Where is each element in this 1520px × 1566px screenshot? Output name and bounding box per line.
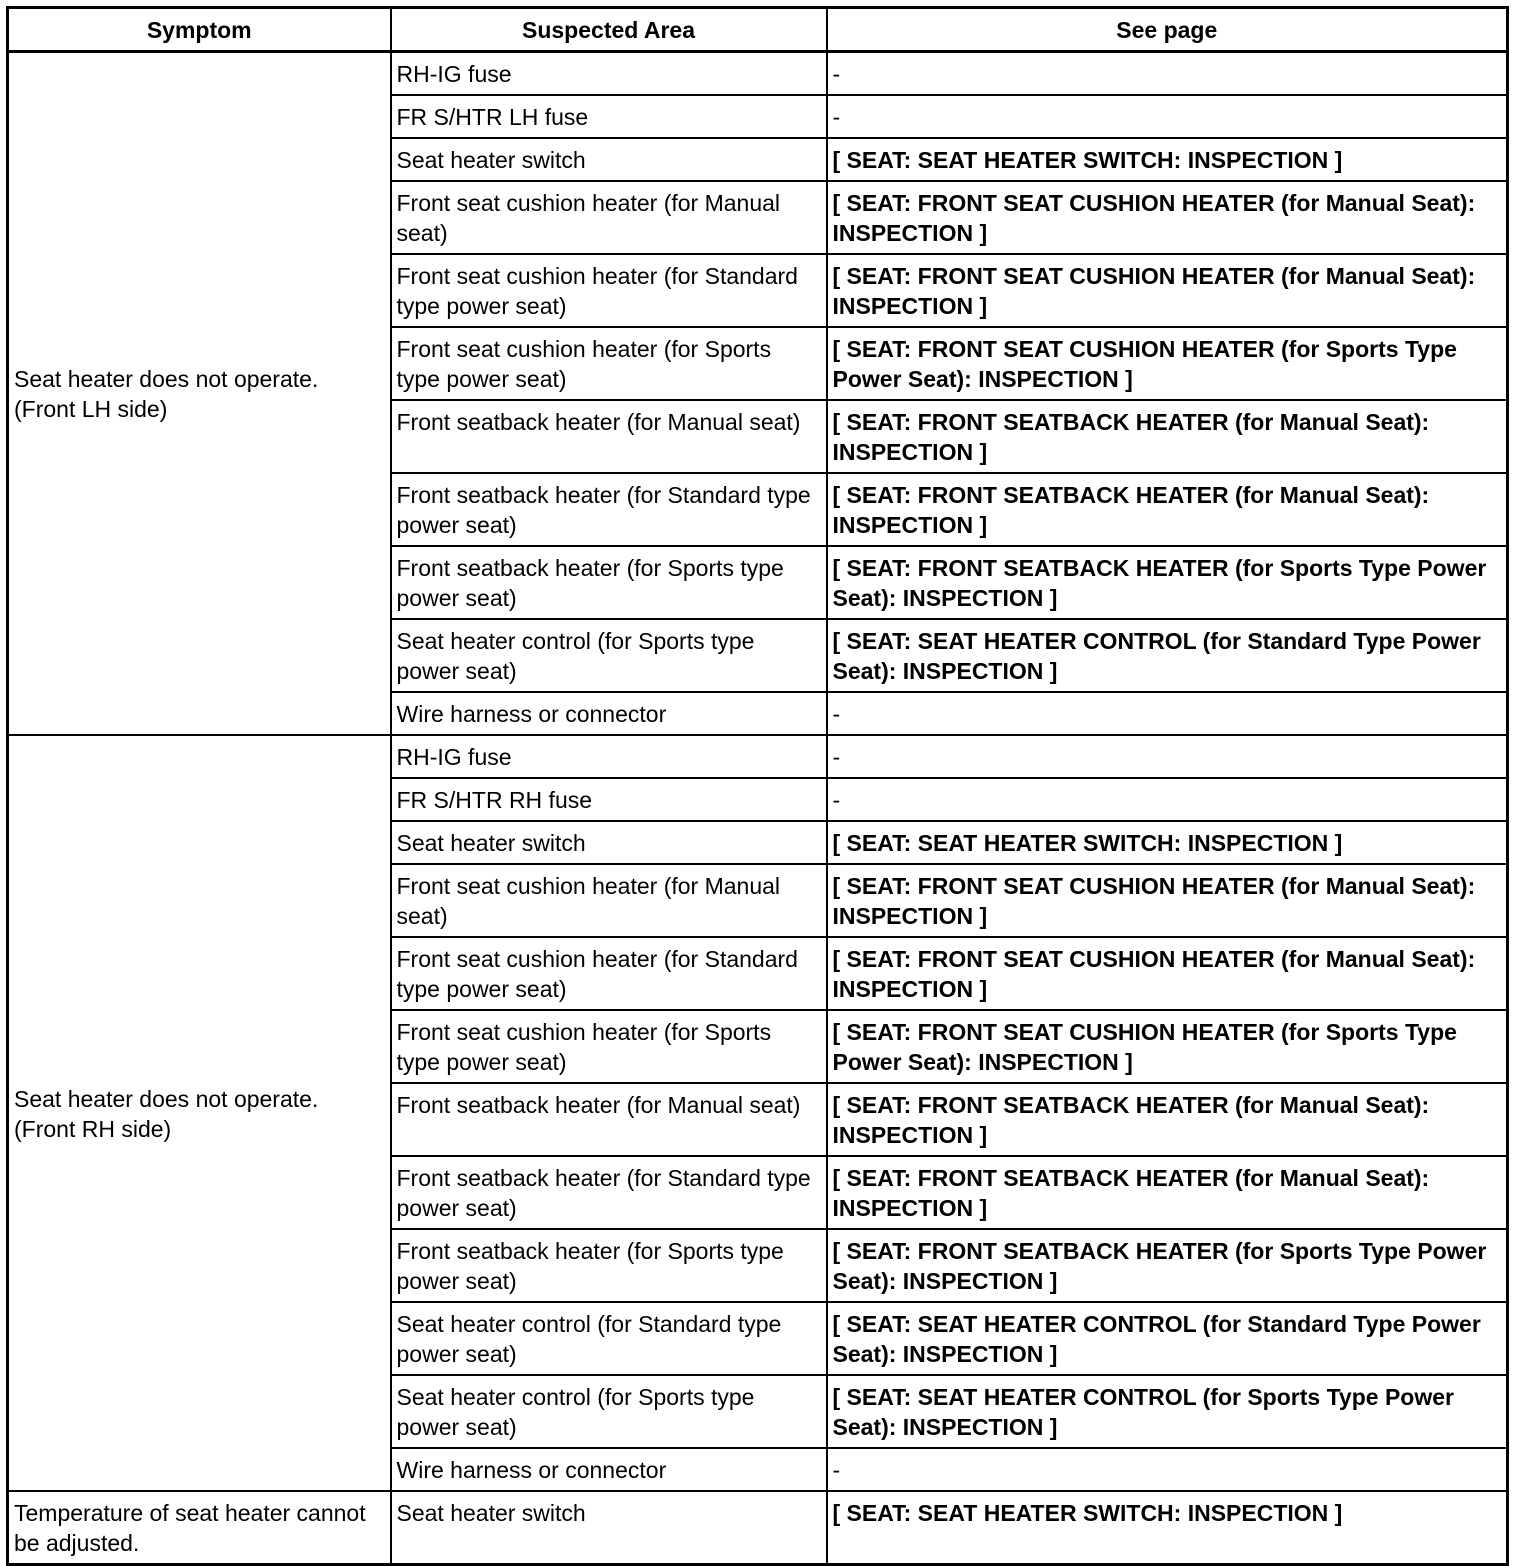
suspected-area-cell: Front seatback heater (for Standard type power seat) (391, 473, 827, 546)
header-see-page: See page (827, 8, 1508, 52)
header-suspected-area: Suspected Area (391, 8, 827, 52)
symptom-cell: Temperature of seat heater cannot be adjusted. (8, 1491, 391, 1565)
see-page-cell: [ SEAT: FRONT SEAT CUSHION HEATER (for Manual Seat): INSPECTION ] (827, 864, 1508, 937)
see-page-cell: [ SEAT: FRONT SEATBACK HEATER (for Manual Seat): INSPECTION ] (827, 400, 1508, 473)
suspected-area-cell: Seat heater control (for Standard type power seat) (391, 1302, 827, 1375)
suspected-area-cell: Seat heater switch (391, 821, 827, 864)
table-row (8, 735, 1508, 778)
table-row (8, 52, 1508, 96)
see-page-cell: [ SEAT: FRONT SEATBACK HEATER (for Manual Seat): INSPECTION ] (827, 473, 1508, 546)
see-page-cell: [ SEAT: SEAT HEATER CONTROL (for Standard Type Power Seat): INSPECTION ] (827, 1302, 1508, 1375)
symptom-cell: Seat heater does not operate. (Front RH side) (8, 735, 391, 1491)
suspected-area-cell: RH-IG fuse (391, 52, 827, 96)
suspected-area-cell: Front seat cushion heater (for Manual seat) (391, 181, 827, 254)
see-page-cell: [ SEAT: FRONT SEATBACK HEATER (for Sports Type Power Seat): INSPECTION ] (827, 1229, 1508, 1302)
suspected-area-cell: Front seat cushion heater (for Sports type power seat) (391, 1010, 827, 1083)
see-page-cell: [ SEAT: FRONT SEAT CUSHION HEATER (for Sports Type Power Seat): INSPECTION ] (827, 327, 1508, 400)
see-page-cell: [ SEAT: FRONT SEATBACK HEATER (for Manual Seat): INSPECTION ] (827, 1083, 1508, 1156)
suspected-area-cell: Wire harness or connector (391, 692, 827, 735)
suspected-area-cell: Front seatback heater (for Standard type power seat) (391, 1156, 827, 1229)
see-page-cell: [ SEAT: FRONT SEATBACK HEATER (for Sports Type Power Seat): INSPECTION ] (827, 546, 1508, 619)
suspected-area-cell: Seat heater control (for Sports type power seat) (391, 1375, 827, 1448)
suspected-area-cell: Wire harness or connector (391, 1448, 827, 1491)
table-row (8, 1491, 1508, 1565)
see-page-cell: [ SEAT: SEAT HEATER SWITCH: INSPECTION ] (827, 138, 1508, 181)
see-page-cell: [ SEAT: FRONT SEATBACK HEATER (for Manual Seat): INSPECTION ] (827, 1156, 1508, 1229)
suspected-area-cell: Seat heater switch (391, 1491, 827, 1565)
see-page-cell: - (827, 1448, 1508, 1491)
see-page-cell: [ SEAT: SEAT HEATER SWITCH: INSPECTION ] (827, 1491, 1508, 1565)
suspected-area-cell: Front seatback heater (for Sports type power seat) (391, 1229, 827, 1302)
table-wrapper (6, 6, 1509, 1566)
see-page-cell: [ SEAT: FRONT SEAT CUSHION HEATER (for Manual Seat): INSPECTION ] (827, 937, 1508, 1010)
suspected-area-cell: FR S/HTR LH fuse (391, 95, 827, 138)
see-page-cell: - (827, 52, 1508, 96)
suspected-area-cell: Front seat cushion heater (for Sports type power seat) (391, 327, 827, 400)
suspected-area-cell: Front seatback heater (for Manual seat) (391, 1083, 827, 1156)
see-page-cell: [ SEAT: SEAT HEATER SWITCH: INSPECTION ] (827, 821, 1508, 864)
suspected-area-cell: FR S/HTR RH fuse (391, 778, 827, 821)
suspected-area-cell: Front seat cushion heater (for Standard type power seat) (391, 937, 827, 1010)
symptom-cell: Seat heater does not operate. (Front LH side) (8, 52, 391, 736)
see-page-cell: [ SEAT: FRONT SEAT CUSHION HEATER (for Manual Seat): INSPECTION ] (827, 181, 1508, 254)
see-page-cell: [ SEAT: FRONT SEAT CUSHION HEATER (for Manual Seat): INSPECTION ] (827, 254, 1508, 327)
see-page-cell: - (827, 735, 1508, 778)
see-page-cell: - (827, 778, 1508, 821)
symptom-table (6, 6, 1509, 1566)
header-symptom: Symptom (8, 8, 391, 52)
suspected-area-cell: Seat heater switch (391, 138, 827, 181)
suspected-area-cell: Front seatback heater (for Sports type power seat) (391, 546, 827, 619)
see-page-cell: [ SEAT: SEAT HEATER CONTROL (for Standard Type Power Seat): INSPECTION ] (827, 619, 1508, 692)
suspected-area-cell: RH-IG fuse (391, 735, 827, 778)
see-page-cell: - (827, 95, 1508, 138)
suspected-area-cell: Front seat cushion heater (for Standard type power seat) (391, 254, 827, 327)
see-page-cell: [ SEAT: FRONT SEAT CUSHION HEATER (for Sports Type Power Seat): INSPECTION ] (827, 1010, 1508, 1083)
suspected-area-cell: Front seatback heater (for Manual seat) (391, 400, 827, 473)
see-page-cell: - (827, 692, 1508, 735)
table-body (8, 52, 1508, 1565)
suspected-area-cell: Front seat cushion heater (for Manual seat) (391, 864, 827, 937)
header-row (8, 8, 1508, 52)
see-page-cell: [ SEAT: SEAT HEATER CONTROL (for Sports Type Power Seat): INSPECTION ] (827, 1375, 1508, 1448)
suspected-area-cell: Seat heater control (for Sports type power seat) (391, 619, 827, 692)
